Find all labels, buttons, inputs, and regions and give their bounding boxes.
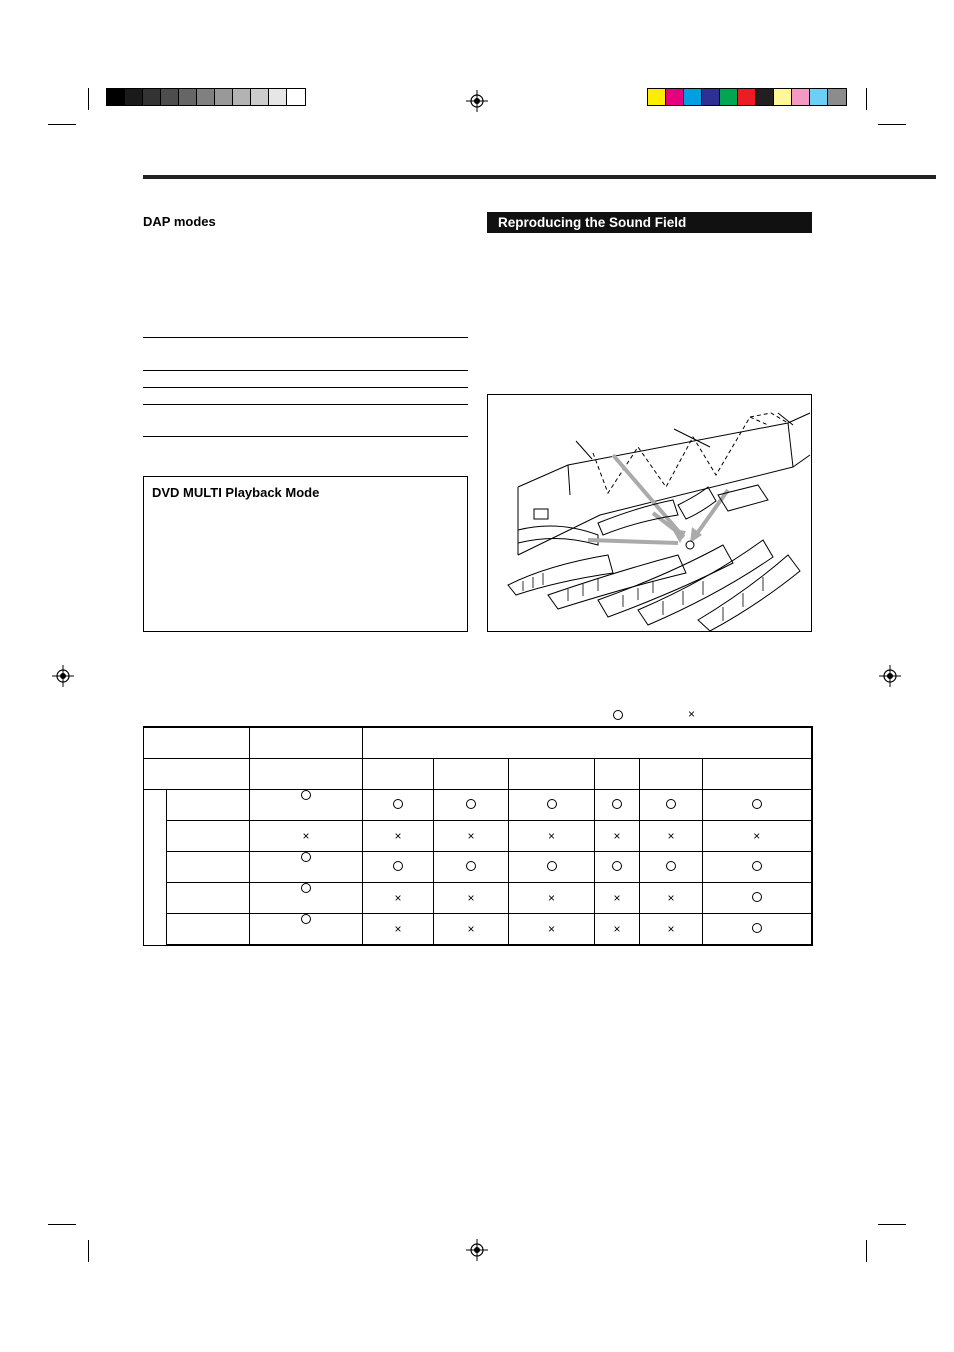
color-swatch <box>269 89 287 105</box>
table-cell <box>703 883 812 914</box>
table-cell <box>595 821 640 852</box>
cross-mark-icon: × <box>613 891 621 905</box>
table-cell <box>703 852 812 883</box>
row-label-cell <box>167 914 250 946</box>
table-cell <box>363 821 434 852</box>
table-rule <box>143 370 468 371</box>
cross-mark-icon: × <box>394 829 402 843</box>
table-cell <box>434 821 509 852</box>
row-label-cell <box>167 852 250 883</box>
color-swatch <box>161 89 179 105</box>
circle-mark-icon <box>393 799 403 809</box>
grayscale-bar <box>106 88 306 106</box>
table-cell <box>703 821 812 852</box>
color-swatch <box>702 89 720 105</box>
table-cell <box>434 914 509 946</box>
registration-target-icon <box>52 665 74 687</box>
cross-mark-icon: × <box>667 922 675 936</box>
color-swatch <box>738 89 756 105</box>
crop-mark <box>48 124 76 125</box>
table-cell <box>640 790 703 821</box>
cross-mark-icon: × <box>467 922 475 936</box>
circle-mark-icon <box>752 799 762 809</box>
table-cell <box>509 790 595 821</box>
cross-mark-icon: × <box>547 829 555 843</box>
crop-mark <box>88 1240 89 1262</box>
circle-mark-icon <box>547 799 557 809</box>
table-cell <box>250 852 363 883</box>
table-cell <box>640 914 703 946</box>
table-row <box>144 883 812 914</box>
color-bar <box>647 88 847 106</box>
color-swatch <box>179 89 197 105</box>
color-swatch <box>756 89 774 105</box>
color-swatch <box>107 89 125 105</box>
crop-mark <box>866 1240 867 1262</box>
table-cell <box>250 914 363 946</box>
circle-mark-icon <box>752 861 762 871</box>
table-row <box>144 790 812 821</box>
table-cell <box>363 914 434 946</box>
circle-mark-icon <box>666 861 676 871</box>
crop-mark <box>48 1224 76 1225</box>
color-swatch <box>215 89 233 105</box>
color-swatch <box>197 89 215 105</box>
circle-mark-icon <box>301 790 311 800</box>
row-label-cell <box>167 821 250 852</box>
cross-mark-icon: × <box>394 891 402 905</box>
table-cell <box>250 821 363 852</box>
color-swatch <box>125 89 143 105</box>
header-rule <box>143 175 936 179</box>
dvd-multi-box <box>143 476 468 632</box>
color-swatch <box>251 89 269 105</box>
table-cell <box>434 883 509 914</box>
legend-circle-icon <box>613 710 623 720</box>
circle-mark-icon <box>612 861 622 871</box>
color-swatch <box>720 89 738 105</box>
color-swatch <box>233 89 251 105</box>
circle-mark-icon <box>666 799 676 809</box>
table-cell <box>595 852 640 883</box>
circle-mark-icon <box>466 861 476 871</box>
table-row <box>144 852 812 883</box>
legend-cross-icon: × <box>688 707 696 721</box>
dap-modes-heading: DAP modes <box>143 214 216 229</box>
compatibility-table <box>143 726 813 946</box>
table-rule <box>143 337 468 338</box>
row-label-cell <box>167 883 250 914</box>
circle-mark-icon <box>752 923 762 933</box>
row-group-cell <box>144 790 167 946</box>
color-swatch <box>684 89 702 105</box>
table-cell <box>509 914 595 946</box>
table-cell <box>363 852 434 883</box>
color-swatch <box>828 89 846 105</box>
circle-mark-icon <box>752 892 762 902</box>
cross-mark-icon: × <box>667 891 675 905</box>
circle-mark-icon <box>547 861 557 871</box>
row-label-cell <box>167 790 250 821</box>
table-cell <box>703 914 812 946</box>
circle-mark-icon <box>301 914 311 924</box>
sound-field-illustration <box>487 394 812 632</box>
color-swatch <box>143 89 161 105</box>
table-cell <box>640 852 703 883</box>
table-row <box>144 914 812 946</box>
table-cell <box>250 883 363 914</box>
cross-mark-icon: × <box>753 829 761 843</box>
crop-mark <box>878 1224 906 1225</box>
table-cell <box>250 790 363 821</box>
piano-icon <box>534 509 548 519</box>
circle-mark-icon <box>301 852 311 862</box>
color-swatch <box>666 89 684 105</box>
table-cell <box>509 883 595 914</box>
cross-mark-icon: × <box>394 922 402 936</box>
registration-target-icon <box>466 1239 488 1261</box>
crop-mark <box>88 88 89 110</box>
table-subheader-row <box>144 759 812 790</box>
color-swatch <box>774 89 792 105</box>
cross-mark-icon: × <box>667 829 675 843</box>
listener-position-icon <box>686 541 694 549</box>
table-row <box>144 821 812 852</box>
circle-mark-icon <box>466 799 476 809</box>
table-rule <box>143 387 468 388</box>
dvd-multi-heading: DVD MULTI Playback Mode <box>152 485 320 500</box>
cross-mark-icon: × <box>613 922 621 936</box>
cross-mark-icon: × <box>467 829 475 843</box>
crop-mark <box>866 88 867 110</box>
table-cell <box>595 914 640 946</box>
table-rule <box>143 436 468 437</box>
cross-mark-icon: × <box>467 891 475 905</box>
concert-hall-illustration <box>488 395 811 631</box>
table-cell <box>703 790 812 821</box>
table-cell <box>640 883 703 914</box>
crop-mark <box>878 124 906 125</box>
table-rule <box>143 404 468 405</box>
circle-mark-icon <box>393 861 403 871</box>
registration-target-icon <box>879 665 901 687</box>
table-cell <box>434 852 509 883</box>
color-swatch <box>287 89 305 105</box>
table-cell <box>595 790 640 821</box>
table-cell <box>363 883 434 914</box>
cross-mark-icon: × <box>302 829 310 843</box>
table-cell <box>363 790 434 821</box>
cross-mark-icon: × <box>547 891 555 905</box>
color-swatch <box>810 89 828 105</box>
color-swatch <box>648 89 666 105</box>
color-swatch <box>792 89 810 105</box>
cross-mark-icon: × <box>547 922 555 936</box>
circle-mark-icon <box>612 799 622 809</box>
cross-mark-icon: × <box>613 829 621 843</box>
table-cell <box>434 790 509 821</box>
registration-target-icon <box>466 90 488 112</box>
table-cell <box>509 852 595 883</box>
section-banner: Reproducing the Sound Field <box>487 212 812 233</box>
table-cell <box>595 883 640 914</box>
table-cell <box>509 821 595 852</box>
table-cell <box>640 821 703 852</box>
table-header-row <box>144 727 812 759</box>
circle-mark-icon <box>301 883 311 893</box>
